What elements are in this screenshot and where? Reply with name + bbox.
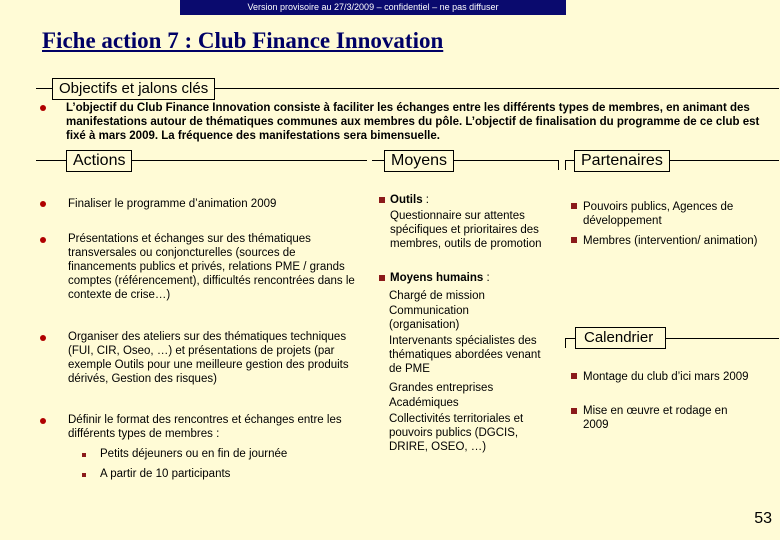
- calendrier-bullet: [571, 408, 577, 414]
- partenaires-item-1: Pouvoirs publics, Agences de développement: [583, 201, 734, 227]
- calendrier-frame-left: [565, 338, 566, 348]
- action-item-1: Finaliser le programme d’animation 2009: [68, 198, 277, 210]
- moyens-outils-colon: :: [422, 194, 429, 206]
- calendrier-bullet: [571, 373, 577, 379]
- moyens-outils-title: Outils: [390, 194, 423, 206]
- moyens-outils-head: [390, 193, 555, 207]
- moyens-humains-title: Moyens humains: [390, 272, 484, 284]
- objectifs-text: L’objectif du Club Finance Innovation consiste à faciliter les échanges entre les différents types de membres, en animant des manifestations autour de thématiques communes aux membres du pôle. L’objectif de finalisation du programme de ce club est fixé à mars 2009. La fréquence des manifestations sera bimensuelle.: [66, 102, 760, 142]
- partenaires-label: Partenaires: [574, 150, 670, 172]
- sub-bullet: [82, 453, 86, 457]
- moyens-humains-colon: :: [483, 272, 490, 284]
- actions-label: Actions: [66, 150, 132, 172]
- action-bullet: [40, 335, 46, 341]
- sub-bullet: [82, 473, 86, 477]
- moyens-label: Moyens: [384, 150, 454, 172]
- partenaires-item-2: Membres (intervention/ animation): [583, 235, 758, 247]
- moyens-humains-line-5: Académiques: [389, 397, 459, 409]
- action-item-4: Définir le format des rencontres et échanges entre les différents types de membres :: [68, 414, 342, 440]
- page-number: 53: [754, 510, 772, 527]
- moyens-humains-line-1: Chargé de mission: [389, 290, 485, 302]
- calendrier-item-1: Montage du club d’ici mars 2009: [583, 371, 749, 383]
- moyens-humains-line-2: Communication (organisation): [389, 305, 469, 331]
- partenaires-bullet: [571, 203, 577, 209]
- moyens-humains-head: [390, 271, 555, 285]
- action-bullet: [40, 418, 46, 424]
- moyens-outils-text: Questionnaire sur attentes spécifiques et prioritaires des membres, outils de promotion: [390, 210, 542, 250]
- calendrier-label: Calendrier: [575, 327, 666, 349]
- moyens-humains-line-3: Intervenants spécialistes des thématiques abordées venant de PME: [389, 335, 541, 375]
- action-subitem-2: A partir de 10 participants: [100, 468, 231, 480]
- moyens-frame-right: [558, 160, 559, 170]
- action-bullet: [40, 237, 46, 243]
- moyens-humains-line-4: Grandes entreprises: [389, 382, 494, 394]
- partenaires-bullet: [571, 237, 577, 243]
- objectifs-bullet: [40, 105, 46, 111]
- objectifs-label: Objectifs et jalons clés: [52, 78, 215, 100]
- calendrier-item-2: Mise en œuvre et rodage en 2009: [583, 405, 728, 431]
- action-item-2: Présentations et échanges sur des thématiques transversales ou conjoncturelles (sources de financements publics et privés, relations PME / grands comptes (référencement), difficultés rencontrées dans le contexte de crise…): [68, 233, 355, 301]
- action-bullet: [40, 201, 46, 207]
- confidential-banner: Version provisoire au 27/3/2009 – confidentiel – ne pas diffuser: [180, 0, 566, 15]
- action-item-3: Organiser des ateliers sur des thématiques techniques (FUI, CIR, Oseo, …) et présentations de projets (par exemple Outils pour une meilleure gestion des produits dérivés, Gestion des risques): [68, 331, 349, 385]
- action-subitem-1: Petits déjeuners ou en fin de journée: [100, 448, 288, 460]
- page-title: Fiche action 7 : Club Finance Innovation: [42, 28, 444, 53]
- partenaires-frame-left: [565, 160, 566, 170]
- moyens-humains-line-6: Collectivités territoriales et pouvoirs publics (DGCIS, DRIRE, OSEO, …): [389, 413, 524, 453]
- moyens-bullet: [379, 275, 385, 281]
- moyens-bullet: [379, 197, 385, 203]
